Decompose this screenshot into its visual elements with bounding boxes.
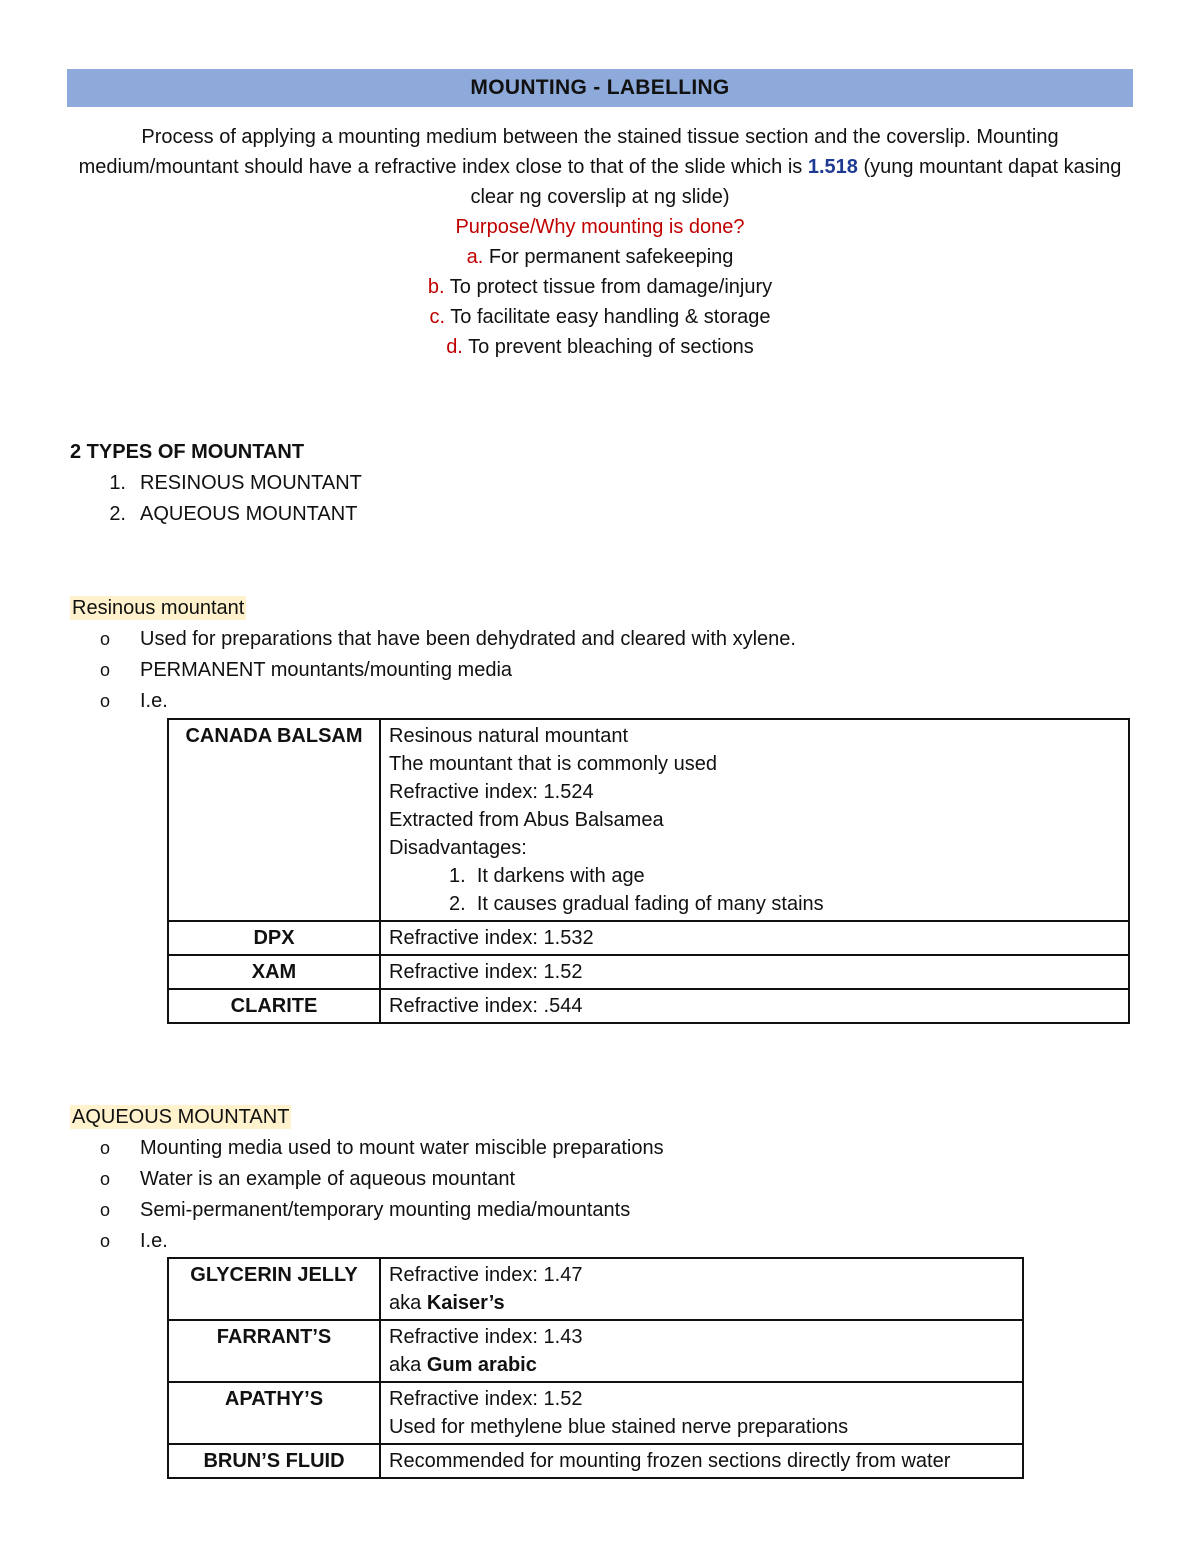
list-item: 1. RESINOUS MOUNTANT (109, 472, 362, 494)
purpose-section (70, 212, 1130, 362)
page-title: MOUNTING - LABELLING (67, 69, 1133, 107)
list-item: o Mounting media used to mount water miscible preparations (99, 1137, 664, 1159)
list-item: o Used for preparations that have been dehydrated and cleared with xylene. (99, 628, 796, 650)
purpose-item: d. To prevent bleaching of sections (446, 336, 754, 358)
table-cell-name: DPX (168, 921, 380, 955)
table-cell-name: APATHY’S (168, 1382, 380, 1444)
list-item: 2. AQUEOUS MOUNTANT (109, 503, 358, 525)
table-cell-desc: Refractive index: 1.47 aka Kaiser’s (380, 1258, 1023, 1320)
table-cell-name: CLARITE (168, 989, 380, 1023)
list-item: o I.e. (99, 1230, 168, 1252)
resinous-bullets (70, 624, 796, 717)
table-row (168, 1444, 1023, 1478)
purpose-item: b. To protect tissue from damage/injury (427, 276, 773, 298)
table-cell-name: GLYCERIN JELLY (168, 1258, 380, 1320)
intro-paragraph (70, 122, 1130, 212)
aqueous-section (70, 1102, 664, 1257)
intro-text-before: Process of applying a mounting medium between the stained tissue section and the coverslip. Mounting medium/mountant should have a refractive index close to that of the slide which is (78, 126, 1059, 178)
purpose-heading: Purpose/Why mounting is done? (455, 216, 745, 238)
table-cell-desc: Refractive index: .544 (380, 989, 1129, 1023)
table-row (168, 921, 1129, 955)
table-row (168, 1382, 1023, 1444)
table-cell-name: FARRANT’S (168, 1320, 380, 1382)
types-section (70, 437, 362, 530)
table-cell-desc: Refractive index: 1.43 aka Gum arabic (380, 1320, 1023, 1382)
resinous-heading: Resinous mountant (72, 597, 245, 619)
purpose-item: a. For permanent safekeeping (466, 246, 734, 268)
aqueous-table (167, 1257, 1024, 1479)
aqueous-heading: AQUEOUS MOUNTANT (72, 1106, 290, 1128)
list-item: o PERMANENT mountants/mounting media (99, 659, 513, 681)
resinous-section (70, 593, 796, 717)
list-item: o I.e. (99, 690, 168, 712)
types-heading: 2 TYPES OF MOUNTANT (70, 441, 305, 463)
slide-refractive-index: 1.518 (807, 156, 858, 178)
table-row (168, 1258, 1023, 1320)
list-item: o Water is an example of aqueous mountant (99, 1168, 516, 1190)
purpose-item: c. To facilitate easy handling & storage (429, 306, 771, 328)
table-row (168, 989, 1129, 1023)
table-cell-name: BRUN’S FLUID (168, 1444, 380, 1478)
table-cell-desc: Resinous natural mountant The mountant that is commonly used Refractive index: 1.524 Extracted from Abus Balsamea Disadvantages: 1. It darkens with age 2. It causes gradual fading of many stains (380, 719, 1129, 921)
list-item: o Semi-permanent/temporary mounting media/mountants (99, 1199, 631, 1221)
table-row (168, 1320, 1023, 1382)
table-cell-desc: Recommended for mounting frozen sections directly from water (380, 1444, 1023, 1478)
table-cell-name: XAM (168, 955, 380, 989)
resinous-table (167, 718, 1130, 1024)
table-cell-desc: Refractive index: 1.52 (380, 955, 1129, 989)
table-row (168, 955, 1129, 989)
types-list (70, 468, 362, 530)
intro-text-after: (yung mountant dapat kasing clear ng coverslip at ng slide) (470, 156, 1122, 208)
table-row (168, 719, 1129, 921)
table-cell-desc: Refractive index: 1.52 Used for methylene blue stained nerve preparations (380, 1382, 1023, 1444)
aqueous-bullets (70, 1133, 664, 1257)
table-cell-desc: Refractive index: 1.532 (380, 921, 1129, 955)
table-cell-name: CANADA BALSAM (168, 719, 380, 921)
